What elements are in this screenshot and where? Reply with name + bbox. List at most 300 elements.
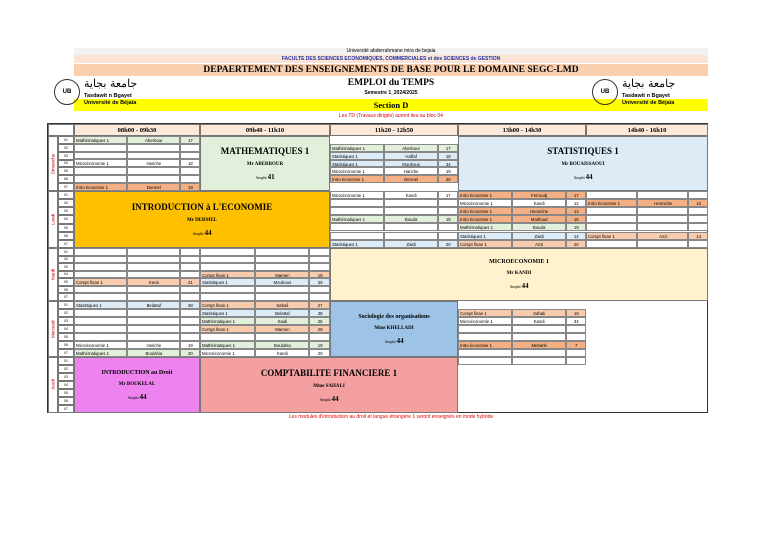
td-teacher: Mouhous	[255, 278, 310, 286]
td-module: Statistiques 1	[458, 232, 512, 240]
td-module: Intro économie 1	[74, 183, 127, 191]
td-row[interactable]	[330, 240, 458, 248]
td-module: Statistiques 1	[200, 309, 255, 317]
td-room: 19	[566, 223, 586, 231]
td-row[interactable]	[330, 160, 458, 168]
td-room	[438, 207, 458, 215]
td-teacher: Aberbour	[127, 136, 180, 144]
group-number: 01	[58, 191, 74, 199]
td-module	[586, 240, 637, 248]
semester-label: Semestre 1_2024/2025	[364, 90, 418, 96]
group-number: 04	[58, 325, 74, 333]
group-number: 06	[58, 397, 74, 405]
td-module: Intro économie 1	[458, 341, 512, 349]
td-room: 14	[688, 232, 708, 240]
td-teacher: Kandi	[255, 349, 310, 357]
td-module: Statistiques 1	[330, 152, 384, 160]
td-teacher	[255, 256, 310, 264]
td-teacher	[255, 333, 310, 341]
td-module	[330, 207, 384, 215]
lecture-math[interactable]	[200, 136, 330, 191]
group-number: 02	[58, 199, 74, 207]
td-room	[309, 286, 330, 294]
group-number: 07	[58, 405, 74, 413]
td-row[interactable]	[74, 341, 200, 349]
lecture-intro-eco[interactable]	[74, 191, 330, 248]
day-label: Dimanche	[48, 136, 58, 191]
td-row[interactable]	[200, 293, 330, 301]
group-number: 01	[58, 248, 74, 256]
td-row[interactable]	[74, 349, 200, 357]
td-room: 7	[566, 341, 586, 349]
td-row[interactable]	[458, 317, 586, 325]
td-row[interactable]	[586, 215, 708, 223]
lecture-title: INTRODUCTION au Droit	[101, 369, 173, 376]
td-room	[180, 263, 200, 271]
lecture-prof: Mr BOUAISSAOUI	[561, 162, 605, 167]
day-label: Jeudi	[48, 357, 58, 413]
td-room	[180, 152, 200, 160]
group-number: 02	[58, 365, 74, 373]
td-module	[330, 232, 384, 240]
td-module	[458, 333, 512, 341]
td-row[interactable]	[330, 199, 458, 207]
td-row[interactable]	[458, 207, 586, 215]
td-row[interactable]	[200, 325, 330, 333]
td-teacher: Belattaf	[127, 301, 180, 309]
slot-header: 13h00 - 14h30	[458, 124, 586, 136]
td-row[interactable]	[458, 341, 586, 349]
td-module: Mathématiques 1	[74, 349, 127, 357]
td-room: 19	[309, 341, 330, 349]
td-teacher	[512, 333, 566, 341]
timetable-grid	[47, 123, 708, 413]
td-row[interactable]	[74, 136, 200, 144]
lecture-title: MICROECONOMIE 1	[489, 259, 549, 265]
td-note: Les TD (Travaux dirigés) auront lieu au bloc 04	[339, 113, 443, 119]
td-module: Microéconomie 1	[458, 317, 512, 325]
td-teacher: Dermel	[384, 175, 438, 183]
lecture-amphi: Amphi 44	[573, 173, 593, 181]
td-row[interactable]	[200, 301, 330, 309]
td-row[interactable]	[458, 232, 586, 240]
td-module: Microéconomie 1	[458, 199, 512, 207]
td-teacher: Bouda	[512, 223, 566, 231]
td-teacher	[384, 207, 438, 215]
td-row[interactable]	[330, 232, 458, 240]
td-teacher: Hariche	[127, 159, 180, 167]
td-row[interactable]	[586, 232, 708, 240]
td-room	[309, 293, 330, 301]
seal-icon: UB	[592, 79, 618, 105]
group-number: 03	[58, 263, 74, 271]
group-number: 05	[58, 278, 74, 286]
td-row[interactable]	[200, 263, 330, 271]
td-module: Intro économie 1	[458, 215, 512, 223]
corner-cell	[48, 124, 74, 136]
td-teacher: Sahali	[512, 309, 566, 317]
td-row[interactable]	[74, 293, 200, 301]
td-row[interactable]	[458, 191, 586, 199]
td-teacher	[255, 286, 310, 294]
group-number: 04	[58, 381, 74, 389]
td-room	[688, 240, 708, 248]
td-row[interactable]	[586, 207, 708, 215]
td-row[interactable]	[74, 256, 200, 264]
td-module	[74, 286, 127, 294]
td-room	[180, 256, 200, 264]
td-module	[200, 293, 255, 301]
td-teacher: Haffaf	[384, 152, 438, 160]
seal-icon: UB	[54, 79, 80, 105]
lecture-prof: Mme KHELLADI	[374, 325, 414, 331]
td-teacher	[637, 191, 688, 199]
td-room: 14	[566, 232, 586, 240]
td-row[interactable]	[330, 144, 458, 152]
td-row[interactable]	[586, 223, 708, 231]
td-row[interactable]	[74, 248, 200, 256]
td-teacher	[127, 256, 180, 264]
td-teacher	[127, 309, 180, 317]
td-room	[688, 207, 708, 215]
td-row[interactable]	[330, 207, 458, 215]
td-teacher	[255, 293, 310, 301]
logo-line1: Tasdawit n Bgayet	[84, 93, 132, 99]
td-module	[458, 357, 512, 365]
td-room	[309, 248, 330, 256]
td-room: 34	[438, 160, 458, 168]
td-row[interactable]	[458, 349, 586, 357]
td-row[interactable]	[74, 159, 200, 167]
group-number: 05	[58, 389, 74, 397]
td-teacher	[637, 240, 688, 248]
td-room	[180, 167, 200, 175]
td-row[interactable]	[200, 341, 330, 349]
td-teacher: Azzi	[512, 240, 566, 248]
td-row[interactable]	[74, 183, 200, 191]
td-row[interactable]	[458, 215, 586, 223]
td-row[interactable]	[458, 333, 586, 341]
group-number: 05	[58, 333, 74, 341]
td-teacher: Dermel	[127, 183, 180, 191]
td-module	[74, 152, 127, 160]
td-teacher	[637, 215, 688, 223]
lecture-amphi: Amphi 44	[509, 282, 529, 290]
lecture-title: MATHEMATIQUES 1	[220, 146, 310, 156]
university-logo-right	[592, 77, 676, 111]
td-row[interactable]	[586, 191, 708, 199]
group-number: 02	[58, 309, 74, 317]
td-room: 17	[180, 136, 200, 144]
department-title: DEPAERTEMENT DES ENSEIGNEMENTS DE BASE POUR LE DOMAINE SEGC-LMD	[74, 64, 708, 76]
group-number: 05	[58, 224, 74, 232]
td-module: Statistiques 1	[330, 240, 384, 248]
td-row[interactable]	[200, 317, 330, 325]
td-row[interactable]	[74, 317, 200, 325]
group-number: 06	[58, 175, 74, 183]
td-teacher	[127, 271, 180, 279]
td-teacher	[255, 248, 310, 256]
td-room: 18	[438, 152, 458, 160]
td-room	[309, 256, 330, 264]
td-row[interactable]	[330, 152, 458, 160]
td-module	[586, 207, 637, 215]
td-module	[458, 349, 512, 357]
td-module: Intro économie 1	[458, 191, 512, 199]
td-room: 19	[438, 167, 458, 175]
group-number: 01	[58, 301, 74, 309]
td-room: 20	[438, 175, 458, 183]
td-row[interactable]	[586, 199, 708, 207]
td-module	[74, 317, 127, 325]
td-room	[309, 333, 330, 341]
td-module	[74, 175, 127, 183]
td-module: Mathématiques 1	[200, 341, 255, 349]
td-room: 29	[309, 325, 330, 333]
lecture-prof: Mr DERMEL	[186, 218, 218, 223]
td-module: Microéconomie 1	[330, 191, 384, 199]
td-room	[180, 325, 200, 333]
td-module	[200, 248, 255, 256]
td-row[interactable]	[200, 309, 330, 317]
lecture-compta[interactable]	[200, 357, 458, 413]
td-teacher	[127, 167, 180, 175]
td-teacher: Ferroudj	[512, 191, 566, 199]
td-room	[180, 333, 200, 341]
td-row[interactable]	[74, 333, 200, 341]
group-number: 04	[58, 160, 74, 168]
logo-line1: Tasdawit n Bgayet	[622, 93, 670, 99]
td-module	[74, 325, 127, 333]
td-teacher: Saidi	[255, 317, 310, 325]
td-module	[200, 256, 255, 264]
td-module: Statistiques 1	[330, 160, 384, 168]
td-teacher: Mameri	[255, 325, 310, 333]
td-row[interactable]	[330, 223, 458, 231]
td-teacher	[384, 199, 438, 207]
td-row[interactable]	[74, 325, 200, 333]
td-row[interactable]	[200, 349, 330, 357]
td-teacher: Henniche	[512, 207, 566, 215]
td-module: Mathématiques 1	[330, 144, 384, 152]
lecture-micro[interactable]	[330, 248, 708, 301]
td-room: 12	[566, 199, 586, 207]
td-teacher	[637, 207, 688, 215]
td-row[interactable]	[74, 271, 200, 279]
td-room: 38	[180, 301, 200, 309]
td-room: 34	[566, 317, 586, 325]
td-module: Microéconomie 1	[200, 349, 255, 357]
lecture-title: STATISTIQUES 1	[547, 146, 619, 156]
td-row[interactable]	[74, 152, 200, 160]
td-room	[438, 199, 458, 207]
td-row[interactable]	[200, 256, 330, 264]
td-teacher: Mebarki	[512, 341, 566, 349]
td-module: Compt finan 1	[586, 232, 637, 240]
td-module	[74, 248, 127, 256]
td-row[interactable]	[330, 175, 458, 183]
td-row[interactable]	[200, 271, 330, 279]
td-room	[688, 223, 708, 231]
td-module	[74, 309, 127, 317]
td-module: Intro économie 1	[458, 207, 512, 215]
td-teacher: Kandi	[512, 317, 566, 325]
td-row[interactable]	[458, 357, 586, 365]
td-teacher: Mouhous	[384, 160, 438, 168]
td-teacher: Mameri	[255, 271, 310, 279]
group-number: 04	[58, 271, 74, 279]
td-module	[74, 167, 127, 175]
td-room	[438, 223, 458, 231]
td-module: Compt finan 1	[200, 271, 255, 279]
lecture-title: Sociologie des organisations	[358, 313, 430, 320]
td-row[interactable]	[330, 167, 458, 175]
faculty-name: FACULTE DES SCIENCES ECONOMIQUES, COMMERCIALES et des SCIENCES de GESTION	[74, 55, 708, 63]
td-teacher	[127, 333, 180, 341]
td-module: Compt finan 1	[200, 325, 255, 333]
lecture-socio[interactable]	[330, 301, 458, 357]
td-row[interactable]	[74, 263, 200, 271]
td-module: Intro économie 1	[330, 175, 384, 183]
logo-line2: Université de Béjaïa	[84, 100, 137, 106]
lecture-prof: Mr BOUKELAL	[118, 381, 156, 387]
td-room	[566, 333, 586, 341]
td-row[interactable]	[200, 278, 330, 286]
lecture-amphi: Amphi 44	[319, 394, 339, 403]
td-row[interactable]	[586, 240, 708, 248]
td-teacher: Henniche	[637, 199, 688, 207]
td-room: 39	[309, 278, 330, 286]
day-label: Mardi	[48, 248, 58, 301]
td-module: Microéconomie 1	[74, 341, 127, 349]
td-room: 20	[438, 240, 458, 248]
td-teacher: Kandi	[512, 199, 566, 207]
td-teacher: Boulahia	[255, 341, 310, 349]
td-module	[458, 325, 512, 333]
td-row[interactable]	[458, 309, 586, 317]
td-module: Statistiques 1	[74, 301, 127, 309]
group-number: 02	[58, 144, 74, 152]
td-room	[180, 309, 200, 317]
td-room	[566, 349, 586, 357]
td-room: 19	[309, 271, 330, 279]
td-teacher: Aberbour	[384, 144, 438, 152]
group-number: 04	[58, 215, 74, 223]
td-row[interactable]	[74, 175, 200, 183]
td-row[interactable]	[74, 278, 200, 286]
td-room	[180, 293, 200, 301]
lecture-prof: Mr KANDI	[506, 271, 532, 276]
logo-arabic: جامعة بجاية	[84, 77, 138, 90]
td-row[interactable]	[74, 309, 200, 317]
td-room: 19	[566, 309, 586, 317]
td-room	[688, 215, 708, 223]
td-row[interactable]	[458, 199, 586, 207]
td-row[interactable]	[74, 286, 200, 294]
td-module: Mathématiques 1	[74, 136, 127, 144]
td-row[interactable]	[200, 248, 330, 256]
td-row[interactable]	[200, 333, 330, 341]
td-module	[586, 215, 637, 223]
td-teacher	[127, 248, 180, 256]
td-room	[688, 191, 708, 199]
td-row[interactable]	[74, 144, 200, 152]
td-teacher	[512, 357, 566, 365]
td-teacher	[512, 325, 566, 333]
footer-note: Les modules d'introduction au droit et langue étrangère 1 seront enseignés en mode hybride	[288, 414, 494, 420]
td-module	[74, 293, 127, 301]
slot-header: 09h40 - 11h10	[200, 124, 330, 136]
td-module: Compt finan 1	[458, 240, 512, 248]
day-label: Mercredi	[48, 301, 58, 357]
td-row[interactable]	[330, 215, 458, 223]
group-number: 07	[58, 183, 74, 191]
lecture-amphi: Amphi 44	[127, 392, 147, 401]
group-number: 02	[58, 256, 74, 264]
td-row[interactable]	[74, 301, 200, 309]
td-row[interactable]	[200, 286, 330, 294]
td-module: Microéconomie 1	[74, 159, 127, 167]
td-row[interactable]	[74, 167, 200, 175]
group-number: 07	[58, 240, 74, 248]
group-number: 01	[58, 357, 74, 365]
td-room: 20	[180, 349, 200, 357]
page-title: EMPLOI du TEMPS	[347, 78, 435, 88]
td-room: 26	[309, 317, 330, 325]
td-row[interactable]	[458, 240, 586, 248]
university-name: Université abderrahmane mira de bejaia	[74, 48, 708, 55]
td-row[interactable]	[458, 223, 586, 231]
lecture-title: INTRODUCTION à L'ECONOMIE	[131, 202, 273, 212]
td-module: Mathématiques 1	[458, 223, 512, 231]
td-module: Compt finan 1	[200, 301, 255, 309]
group-number: 03	[58, 317, 74, 325]
td-teacher: Zaidi	[512, 232, 566, 240]
td-module: Compt finan 1	[458, 309, 512, 317]
td-room: 17	[566, 191, 586, 199]
lecture-stat[interactable]	[458, 136, 708, 191]
td-module	[586, 223, 637, 231]
td-room	[180, 271, 200, 279]
td-module	[74, 333, 127, 341]
td-row[interactable]	[458, 325, 586, 333]
group-number: 07	[58, 293, 74, 301]
td-teacher	[127, 325, 180, 333]
td-teacher	[127, 263, 180, 271]
td-room: 20	[309, 349, 330, 357]
td-module	[74, 256, 127, 264]
td-module	[200, 263, 255, 271]
td-row[interactable]	[330, 191, 458, 199]
td-room	[180, 144, 200, 152]
td-teacher: Belattaf	[255, 309, 310, 317]
group-number: 03	[58, 152, 74, 160]
lecture-amphi: Amphi 41	[255, 173, 275, 181]
td-teacher: Hariche	[384, 167, 438, 175]
td-room: 18	[180, 159, 200, 167]
td-module: Intro économie 1	[586, 199, 637, 207]
university-logo-left	[54, 77, 138, 111]
td-module	[586, 191, 637, 199]
group-number: 01	[58, 136, 74, 144]
td-module	[330, 199, 384, 207]
td-room	[566, 357, 586, 365]
td-room: 19	[180, 341, 200, 349]
td-room: 19	[180, 183, 200, 191]
td-teacher	[127, 144, 180, 152]
lecture-title: COMPTABILITE FINANCIERE 1	[260, 367, 398, 378]
lecture-droit[interactable]	[74, 357, 200, 413]
